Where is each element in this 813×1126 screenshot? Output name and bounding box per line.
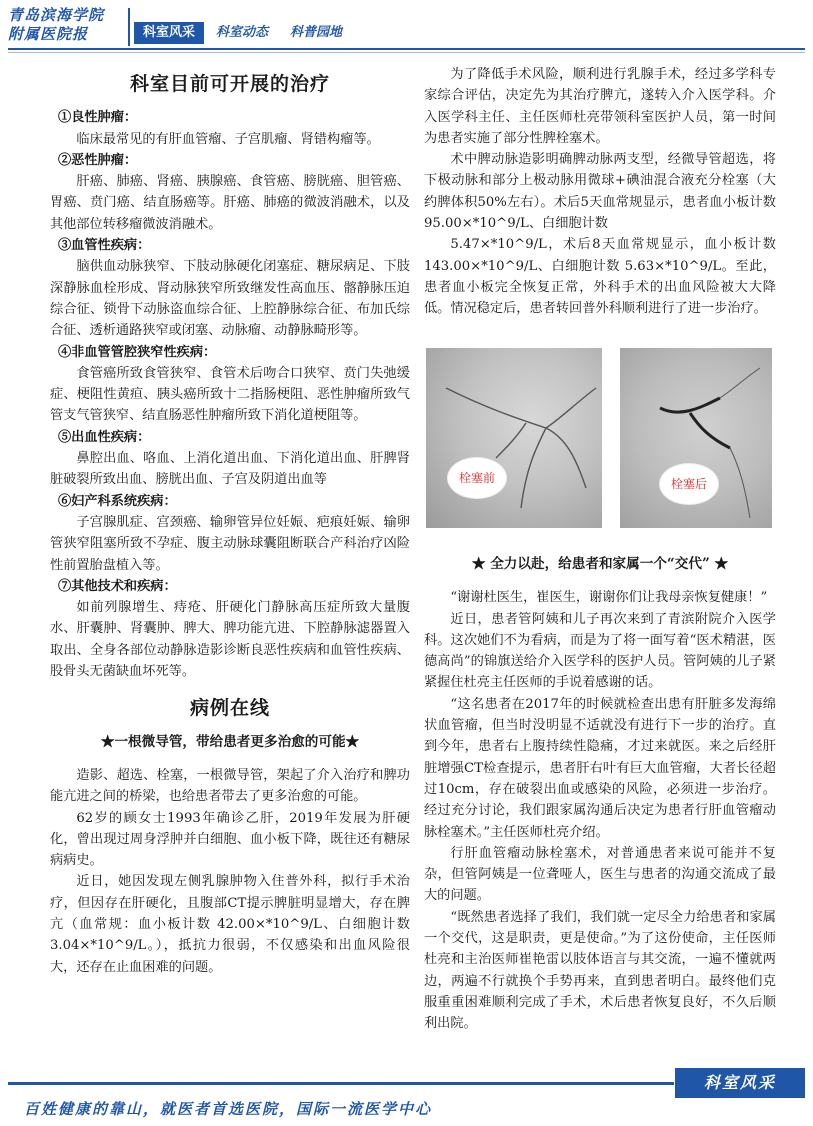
story-paragraph: 近日，患者管阿姨和儿子再次来到了青滨附院介入医学科。这次她们不为看病，而是为了将一面写着“医术精湛，医德高尚”的锦旗送给介入医学科的医护人员。管阿姨的儿子紧紧握住杜亮主任医师的手说着感谢的话。 [424, 611, 776, 691]
case-paragraph: 为了降低手术风险，顺利进行乳腺手术，经过多学科专家综合评估，决定先为其治疗脾亢，遂转入介入医学科。介入医学科主任、主任医师杜亮带领科室医护人员，第一时间为患者实施了部分性脾栓塞术。 [424, 67, 776, 146]
footer-section-label: 科室风采 [675, 1068, 805, 1098]
category-body: 食管癌所致食管狭窄、食管术后吻合口狭窄、贲门失弛缓症、梗阻性黄疸、胰头癌所致十二指肠梗阻、恶性肿瘤所致气管支气管狭窄、结直肠恶性肿瘤所致下消化道梗阻等。 [50, 365, 410, 424]
treatments-title: 科室目前可开展的治疗 [129, 73, 330, 95]
logo-line-2: 附属医院报 [8, 25, 89, 43]
section-tab-science: 科普园地 [290, 25, 343, 40]
category-head: ⑥妇产科系统疾病： [58, 493, 177, 509]
category-obstetrics [50, 491, 410, 576]
section-tab-dynamics: 科室动态 [216, 25, 269, 40]
header-rule-thin [8, 52, 805, 53]
after-label: 栓塞后 [660, 464, 718, 504]
left-column [50, 64, 410, 978]
category-head: ⑤出血性疾病： [58, 429, 151, 445]
category-head: ⑦其他技术和疾病： [58, 578, 177, 594]
case-paragraph: 近日，她因发现左侧乳腺肿物入住普外科，拟行手术治疗，但因存在肝硬化，且腹部CT提示脾脏明显增大，存在脾亢（血常规：血小板计数 42.00×*10^9/L、白细胞计数 3.04×*10^9/L。），抵抗力很弱，不仅感染和出血风险很大，还存在止血困难的问题。 [50, 874, 410, 975]
category-stenosis [50, 342, 410, 427]
category-malignant [50, 150, 410, 235]
story-paragraph: 行肝血管瘤动脉栓塞术，对普通患者来说可能并不复杂，但管阿姨是一位聋哑人，医生与患者的沟通交流成了最大的问题。 [424, 845, 776, 904]
category-body: 鼻腔出血、咯血、上消化道出血、下消化道出血、肝脾肾脏破裂所致出血、膀胱出血、子宫及阴道出血等 [50, 451, 410, 488]
footer-rule [8, 1082, 674, 1085]
category-head: ④非血管管腔狭窄性疾病： [58, 344, 217, 360]
section-tab-active: 科室风采 [134, 22, 204, 44]
category-body: 脑供血动脉狭窄、下肢动脉硬化闭塞症、糖尿病足、下肢深静脉血栓形成、肾动脉狭窄所致继发性高血压、髂静脉压迫综合征、锁骨下动脉盗血综合征、上腔静脉综合征、布加氏综合征、透析通路狭窄或闭塞、动脉瘤、动静脉畸形等。 [50, 259, 410, 339]
category-body: 肝癌、肺癌、肾癌、胰腺癌、食管癌、膀胱癌、胆管癌、胃癌、贲门癌、结直肠癌等。肝癌、肺癌的微波消融术，以及其他部位转移瘤微波消融术。 [50, 174, 410, 232]
category-body: 临床最常见的有肝血管瘤、子宫肌瘤、肾错构瘤等。 [76, 131, 380, 147]
category-head: ①良性肿瘤： [58, 110, 138, 126]
case-paragraph: 62岁的顾女士1993年确诊乙肝，2019年发展为肝硬化，曾出现过周身浮肿并白细胞、血小板下降，既往还有糖尿病病史。 [50, 810, 410, 869]
story-paragraph: “谢谢杜医生，崔医生，谢谢你们让我母亲恢复健康！” [450, 590, 768, 606]
case-section-title: 病例在线 [189, 697, 270, 720]
story-paragraph: “既然患者选择了我们，我们就一定尽全力给患者和家属一个交代，这是职责，更是使命。”为了这份使命，主任医师杜亮和主治医师崔艳雷以肢体语言与其交流，一遍不懂就两边，两遍不行就换个手势再来，直到患者明白。最终他们克服重重困难顺利完成了手术，术后患者恢复良好，不久后顺利出院。 [424, 909, 776, 1032]
angiography-images [426, 348, 772, 528]
category-vascular [50, 235, 410, 341]
category-body: 子宫腺肌症、宫颈癌、输卵管异位妊娠、疤痕妊娠、输卵管狭窄阻塞所致不孕症、腹主动脉球囊阻断联合产科治疗凶险性前置胎盘植入等。 [50, 514, 410, 573]
right-column-top [424, 64, 776, 320]
category-head: ③血管性疾病： [58, 238, 151, 254]
case-paragraph: 造影、超选、栓塞，一根微导管，架起了介入治疗和脾功能亢进之间的桥梁，也给患者带去了更多治愈的可能。 [50, 767, 410, 805]
angiogram-before-image [426, 348, 602, 528]
category-benign [50, 107, 410, 150]
page-header [0, 0, 813, 62]
category-bleeding [50, 427, 410, 491]
footer-slogan: 百姓健康的靠山，就医者首选医院，国际一流医学中心 [24, 1100, 433, 1118]
story-subtitle: ★ 全力以赴，给患者和家属一个“交代” ★ [471, 556, 729, 572]
category-other [50, 576, 410, 682]
story-paragraph: “这名患者在2017年的时候就检查出患有肝脏多发海绵状血管瘤，但当时没明显不适就没有进行下一步的治疗。直到今年，患者右上腹持续性隐痛，才过来就医。来之后经肝脏增强CT检查提示，患者肝右叶有巨大血管瘤，大者长径超过10cm，存在破裂出血或感染的风险，必须进一步治疗。经过充分讨论，我们跟家属沟通后决定为患者行肝血管瘤动脉栓塞术。”主任医师杜亮介绍。 [424, 696, 776, 840]
category-body: 如前列腺增生、痔疮、肝硬化门静脉高压症所致大量腹水、肝囊肿、肾囊肿、脾大、脾功能亢进、下腔静脉滤器置入取出、全身各部位动静脉造影诊断良恶性疾病和血管性疾病、股骨头无菌缺血坏死等。 [50, 600, 410, 680]
header-rule [8, 48, 805, 50]
case-paragraph: 5.47×*10^9/L，术后8天血常规显示，血小板计数 143.00×*10^9/L、白细胞计数 5.63×*10^9/L。至此，患者血小板完全恢复正常，外科手术的出血风险被大大降低。情况稳定后，患者转回普外科顺利进行了进一步治疗。 [424, 237, 776, 317]
category-head: ②恶性肿瘤： [58, 152, 138, 168]
vessel-illustration [426, 348, 602, 528]
logo-line-1: 青岛滨海学院 [8, 6, 105, 24]
header-divider [128, 8, 130, 46]
newspaper-logo [8, 6, 126, 44]
case-subtitle: ★一根微导管，带给患者更多治愈的可能★ [100, 733, 360, 750]
angiogram-after-image [620, 348, 772, 528]
before-label: 栓塞前 [448, 458, 506, 498]
right-column-bottom [424, 548, 776, 1035]
case-paragraph: 术中脾动脉造影明确脾动脉两支型，经微导管超选，将下极动脉和部分上极动脉用微球+碘油混合液充分栓塞（大约脾体积50%左右）。术后5天血常规显示，患者血小板计数 95.00×*10^9/L、白细胞计数 [424, 152, 776, 232]
